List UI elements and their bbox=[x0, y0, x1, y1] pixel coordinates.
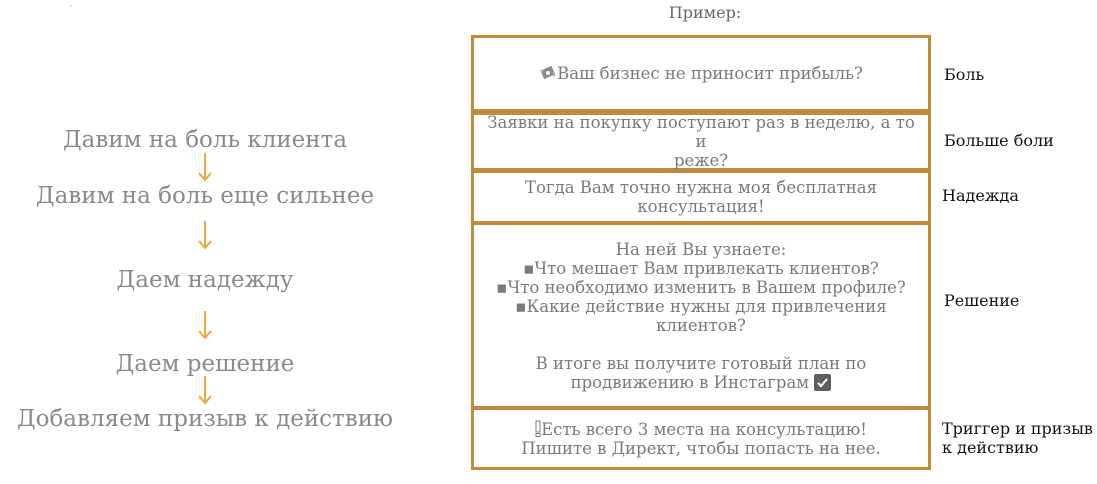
box-hope bbox=[471, 170, 931, 224]
box-more-pain bbox=[471, 112, 931, 171]
box-pain-text: Ваш бизнес не приносит прибыль? bbox=[557, 64, 863, 83]
box-hope-line: Тогда Вам точно нужна моя бесплатная bbox=[524, 178, 878, 197]
arrow-down-icon bbox=[197, 153, 213, 183]
box-more-pain-line: Заявки на покупку поступают раз в неделю, а то и bbox=[487, 113, 915, 151]
tag-pain: Боль bbox=[944, 65, 985, 84]
box-solution-line: В итоге вы получите готовый план по bbox=[535, 353, 867, 373]
tag-solution: Решение bbox=[944, 291, 1020, 310]
box-pain bbox=[471, 35, 931, 112]
box-solution-line: ▪Что необходимо изменить в Вашем профиле? bbox=[496, 277, 906, 297]
step-pain: Давим на боль клиента bbox=[62, 127, 348, 153]
step-solution: Даем решение bbox=[115, 351, 295, 377]
step-more-pain: Давим на боль еще сильнее bbox=[35, 183, 375, 209]
box-trigger-line bbox=[521, 420, 881, 439]
money-wings-icon bbox=[539, 65, 557, 81]
tag-hope: Надежда bbox=[942, 186, 1019, 205]
box-solution-line: ▪Что мешает Вам привлекать клиентов? bbox=[523, 258, 879, 278]
box-solution-line: клиентов? bbox=[656, 315, 746, 335]
box-solution-line: ▪Какие действие нужны для привлечения bbox=[515, 296, 887, 316]
arrow-down-icon bbox=[197, 221, 213, 251]
box-solution-last-line bbox=[496, 373, 905, 392]
check-mark-icon bbox=[814, 374, 831, 391]
stray-dot bbox=[70, 5, 72, 7]
box-trigger bbox=[471, 407, 931, 470]
box-hope-line: консультация! bbox=[637, 197, 765, 216]
box-more-pain-line: реже? bbox=[673, 151, 729, 170]
example-label: Пример: bbox=[668, 3, 742, 22]
box-solution-last-text: продвижению в Инстаграм bbox=[570, 372, 810, 392]
box-trigger-text: Есть всего 3 места на консультацию! bbox=[541, 419, 867, 439]
tag-trigger-line1: Триггер и призыв bbox=[942, 419, 1093, 438]
arrow-down-icon bbox=[197, 376, 213, 406]
step-hope: Даем надежду bbox=[116, 267, 294, 293]
box-solution-spacer bbox=[496, 335, 905, 354]
arrow-down-icon bbox=[197, 311, 213, 341]
tag-more-pain: Больше боли bbox=[944, 131, 1054, 150]
step-call-to-action: Добавляем призыв к действию bbox=[16, 406, 394, 432]
box-solution-line: На ней Вы узнаете: bbox=[615, 239, 787, 259]
tag-trigger-line2: к действию bbox=[942, 438, 1039, 457]
box-trigger-line: Пишите в Директ, чтобы попасть на нее. bbox=[521, 438, 881, 458]
box-solution bbox=[471, 222, 931, 409]
